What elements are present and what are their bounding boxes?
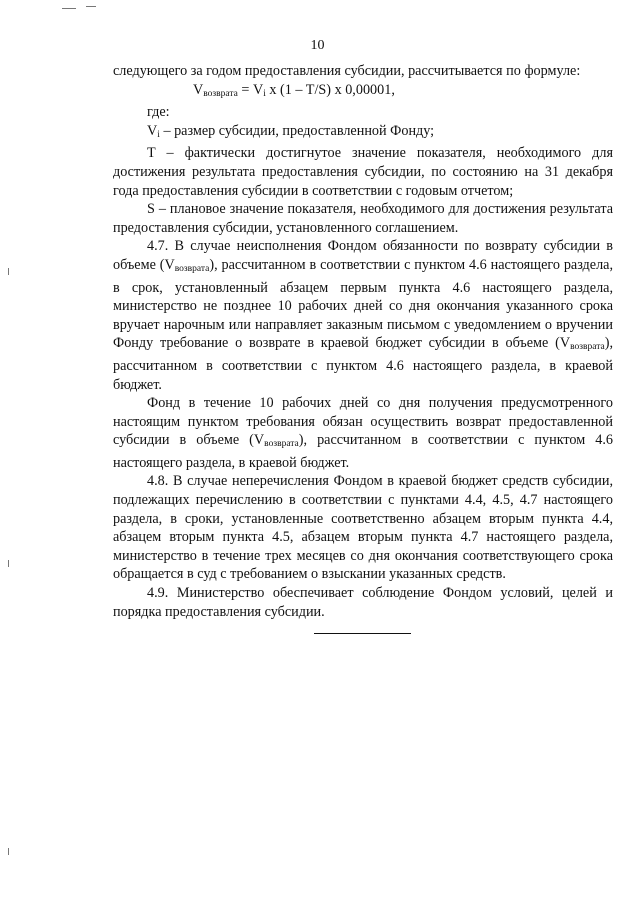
definition-vi-text: – размер субсидии, предоставленной Фонду; — [159, 122, 435, 139]
formula-subscript-return: возврата — [203, 88, 238, 99]
definition-vi — [113, 122, 613, 145]
formula-v: V — [193, 81, 204, 98]
clause-4-7-part: ), рассчитанном в соответствии с пунктом 4.6 настоящего раздела, в краевой бюджет. — [113, 335, 613, 393]
scan-artifact-top — [86, 6, 96, 7]
page-number: 10 — [310, 38, 325, 53]
formula-eq: = V — [237, 81, 264, 98]
definition-vi-symbol: V — [147, 122, 158, 139]
lead-line: следующего за годом предоставления субсидии, рассчитывается по формуле: — [113, 63, 581, 79]
formula-rest: x (1 – T/S) x 0,00001, — [265, 81, 395, 98]
fund-paragraph-subscript: возврата — [264, 439, 299, 450]
fund-paragraph-part: Фонд в течение 10 рабочих дней со дня получения предусмотренного настоящим пунктом требования обязан осуществить возврат предоставленной субсидии в объеме (V — [113, 395, 613, 449]
document-body — [113, 62, 613, 621]
return-formula — [113, 81, 613, 104]
scan-artifact-margin — [8, 268, 9, 275]
where-label: где: — [147, 104, 170, 121]
clause-4-7-subscript: возврата — [174, 263, 210, 274]
closing-rule — [314, 633, 411, 634]
clause-4-9: 4.9. Министерство обеспечивает соблюдение Фондом условий, целей и порядка предоставления субсидии. — [113, 585, 613, 620]
scan-artifact-top — [62, 8, 76, 9]
fund-return-paragraph — [113, 394, 613, 472]
clause-4-7-subscript: возврата — [570, 342, 605, 353]
clause-4-7-part: ), рассчитанном в соответствии с пунктом 4.6 настоящего раздела, в срок, установленный абзацем первым пункта 4.6 настоящего раздела, министерство не позднее 10 рабочих дней со дня окончания указанного срока вручает нарочным или направляет заказным письмом с уведомлением о вручении Фонду требование о возврате в краевой бюджет субсидии в объеме (V — [113, 256, 614, 352]
formula-subscript-i: i — [263, 88, 266, 99]
scan-artifact-margin — [8, 848, 9, 855]
scan-artifact-margin — [8, 560, 9, 567]
clause-4-8: 4.8. В случае неперечисления Фондом в краевой бюджет средств субсидии, подлежащих перечислению в соответствии с пунктами 4.4, 4.5, 4.7 настоящего раздела, в сроки, установленные соответственно абзацем вторым пункта 4.4, абзацем вторым пункта 4.5, абзацем вторым пункта 4.7 настоящего раздела, министерство в течение трех месяцев со дня окончания соответствующего срока обращается в суд с требованием о взыскании указанных средств. — [113, 473, 613, 583]
fund-paragraph-part: ), рассчитанном в соответствии с пунктом 4.6 настоящего раздела, в краевой бюджет. — [113, 432, 613, 471]
definition-s: S – плановое значение показателя, необходимого для достижения результата предоставления субсидии, установленного соглашением. — [113, 201, 613, 236]
clause-4-7 — [113, 237, 613, 394]
definition-vi-subscript: i — [157, 129, 160, 140]
definition-t: T – фактически достигнутое значение показателя, необходимого для достижения результата предоставления субсидии, по состоянию на 31 декабря года предоставления субсидии в соответствии с годовым отчетом; — [113, 145, 613, 199]
clause-4-7-part: 4.7. В случае неисполнения Фондом обязанности по возврату субсидии в объеме (V — [113, 238, 613, 273]
